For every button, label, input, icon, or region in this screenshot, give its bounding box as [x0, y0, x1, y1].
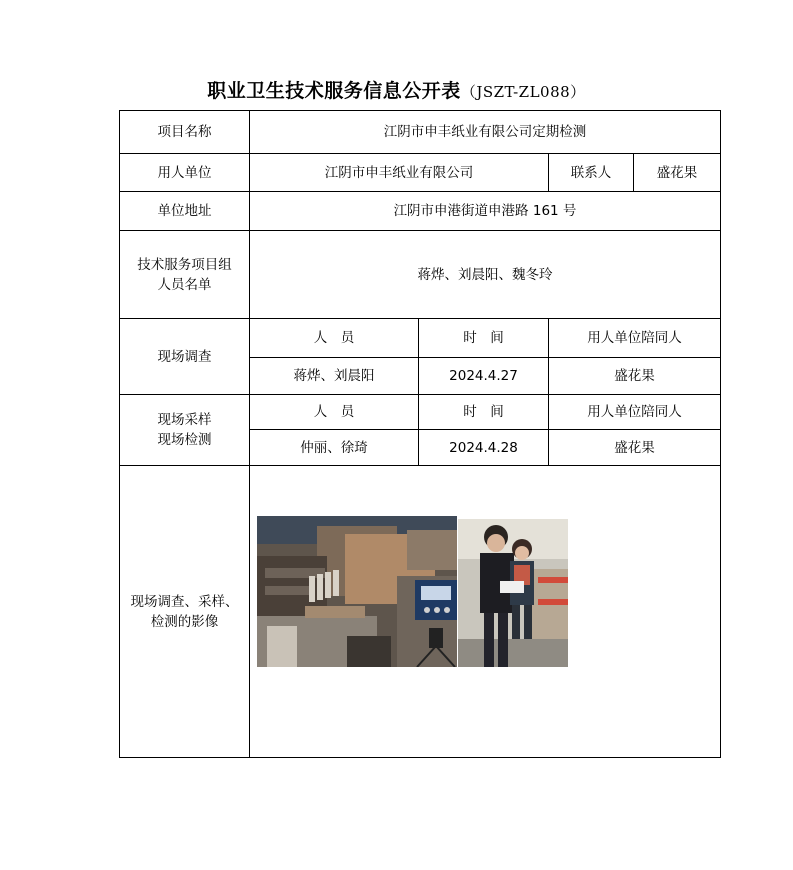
site-photos: [257, 516, 568, 667]
address-label: 单位地址: [120, 192, 250, 231]
sampling-header-time: 时 间: [419, 395, 549, 430]
sampling-time: 2024.4.28: [419, 430, 549, 466]
survey-header-personnel: 人 员: [250, 319, 419, 358]
project-name-label: 项目名称: [120, 111, 250, 154]
images-cell: [250, 466, 721, 758]
document-title: [0, 76, 793, 103]
survey-personnel: 蒋烨、刘晨阳: [250, 358, 419, 395]
team-value: 蒋烨、刘晨阳、魏冬玲: [250, 231, 721, 319]
sampling-label-line1: 现场采样: [157, 412, 212, 428]
row-sampling-header: [120, 395, 721, 430]
row-address: [120, 192, 721, 231]
row-images: [120, 466, 721, 758]
sampling-personnel: 仲丽、徐琦: [250, 430, 419, 466]
survey-time: 2024.4.27: [419, 358, 549, 395]
contact-value: 盛花果: [634, 154, 721, 192]
employer-label: 用人单位: [120, 154, 250, 192]
sampling-header-escort: 用人单位陪同人: [549, 395, 721, 430]
sampling-escort: 盛花果: [549, 430, 721, 466]
survey-escort: 盛花果: [549, 358, 721, 395]
disclosure-table: [119, 110, 721, 758]
sampling-label-line2: 现场检测: [157, 432, 212, 448]
row-survey-header: [120, 319, 721, 358]
employer-value: 江阴市申丰纸业有限公司: [250, 154, 549, 192]
title-text: 职业卫生技术服务信息公开表: [207, 80, 461, 102]
images-label-line1: 现场调查、采样、: [130, 593, 239, 610]
team-label-line1: 技术服务项目组: [137, 256, 232, 273]
survey-header-time: 时 间: [419, 319, 549, 358]
team-label: [120, 231, 250, 319]
images-label-line2: 检测的影像: [150, 613, 219, 630]
survey-header-escort: 用人单位陪同人: [549, 319, 721, 358]
survey-label: 现场调查: [120, 319, 250, 395]
row-project-name: [120, 111, 721, 154]
site-photo-inspectors: [458, 519, 568, 667]
row-employer: [120, 154, 721, 192]
images-label: [120, 466, 250, 758]
row-team: [120, 231, 721, 319]
contact-label: 联系人: [549, 154, 634, 192]
address-value: 江阴市申港街道申港路 161 号: [250, 192, 721, 231]
team-label-line2: 人员名单: [157, 276, 212, 293]
site-photo-factory: [257, 516, 457, 667]
sampling-header-personnel: 人 员: [250, 395, 419, 430]
project-name-value: 江阴市申丰纸业有限公司定期检测: [250, 111, 721, 154]
sampling-label: [120, 395, 250, 466]
form-code: （JSZT-ZL088）: [460, 83, 586, 101]
